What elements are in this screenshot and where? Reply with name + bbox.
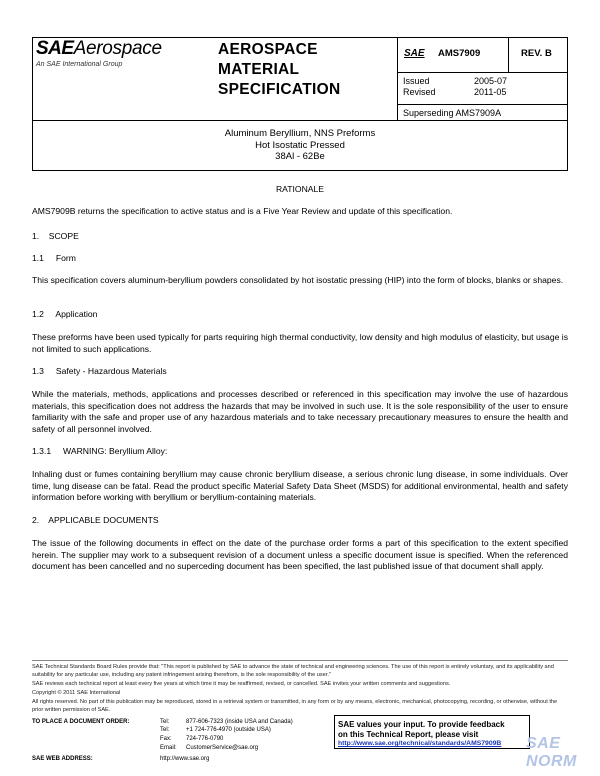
tel1-value: 877-606-7323 (inside USA and Canada) — [186, 719, 293, 725]
section-2-text: The issue of the following documents in effect on the date of the purchase order forms a part of this specification to the extent specified herein. The supplier may work to a subsequent revision of a document unless a specific document issue is specified. When the referenced document has been cancelled and no superceding document has been specified, the last published issue of that document shall apply. — [32, 538, 568, 571]
header-divider-horizontal-2 — [397, 104, 568, 105]
doc-type-line-1: AEROSPACE — [218, 41, 318, 58]
sae-mark: SAE — [404, 48, 425, 59]
revised-date: 2011-05 — [474, 87, 507, 97]
section-1-3-text: While the materials, methods, applications and processes described or referenced in this specification may involve the use of hazardous materials, this specification does not address the hazards that may be involved in such use. It is the sole responsibility of the user to ensure familiarity with the safe and proper use of any hazardous materials and to take necessary precautionary measures to ensure the health and safety of all personnel involved. — [32, 389, 568, 434]
footer-review: SAE reviews each technical report at least every five years at which time it may be reaffirmed, revised, or cancelled. SAE invites your written comments and suggestions. — [32, 681, 451, 687]
tel1-label: Tel: — [160, 719, 170, 725]
logo-aerospace: Aerospace — [73, 38, 162, 59]
header-divider-vertical — [397, 37, 398, 121]
doc-type-line-2: MATERIAL — [218, 61, 300, 78]
footer-rules: SAE Technical Standards Board Rules provide that: "This report is published by SAE to advance the state of technical and engineering sciences. The use of this report is entirely voluntary, and its applicability and suitability for any particular use, including any patent infringement arising therefrom, is the sole responsibility of the user." — [32, 664, 554, 678]
issued-date: 2005-07 — [474, 76, 508, 86]
section-1-2-text: These preforms have been used typically for parts requiring high thermal conductivity, low density and high modulus of elasticity, but usage is not limited to such applications. — [32, 332, 568, 354]
footer-rule — [32, 660, 568, 661]
rationale-text: AMS7909B returns the specification to active status and is a Five Year Review and update of this specification. — [32, 206, 453, 216]
feedback-line-1: SAE values your input. To provide feedback — [338, 720, 505, 729]
section-1-2-heading: 1.2 Application — [32, 309, 98, 319]
web-value[interactable]: http://www.sae.org — [160, 756, 210, 762]
sae-aerospace-logo — [36, 38, 162, 60]
footer-copyright: Copyright © 2011 SAE International — [32, 690, 121, 696]
rev-divider — [508, 37, 509, 73]
header-divider-horizontal-1 — [397, 72, 568, 73]
revision: REV. B — [521, 48, 552, 59]
logo-tagline: An SAE International Group — [36, 61, 123, 68]
feedback-link[interactable]: http://www.sae.org/technical/standards/AMS7909B — [338, 740, 502, 747]
web-label: SAE WEB ADDRESS: — [32, 756, 93, 762]
logo-sae: SAE — [36, 38, 74, 59]
email-label: Email: — [160, 745, 177, 751]
title-line-3: 38Al - 62Be — [275, 151, 325, 162]
issued-label: Issued — [403, 76, 430, 86]
title-box — [32, 121, 568, 171]
revised-label: Revised — [403, 87, 436, 97]
section-1-1-heading: 1.1 Form — [32, 253, 76, 263]
section-1-1-text: This specification covers aluminum-beryllium powders consolidated by hot isostatic pressing (HIP) into the form of blocks, blanks or shapes. — [32, 275, 564, 285]
doc-type-line-3: SPECIFICATION — [218, 81, 341, 98]
superseding: Superseding AMS7909A — [403, 108, 502, 118]
section-1-heading: 1. SCOPE — [32, 231, 79, 241]
section-1-3-1-text: Inhaling dust or fumes containing beryllium may cause chronic beryllium disease, a serious chronic lung disease, in some individuals. Over time, lung disease can be fatal. Read the product specific Material Safety Data Sheet (MSDS) for additional environmental, health and safety information before working with beryllium or beryllium-containing materials. — [32, 469, 568, 502]
footer-rights: All rights reserved. No part of this publication may be reproduced, stored in a retrieval system or transmitted, in any form or by any means, electronic, mechanical, photocopying, recording, or otherwise, without the prior written permission of SAE. — [32, 699, 558, 713]
tel2-value: +1 724-776-4970 (outside USA) — [186, 727, 271, 733]
section-1-3-1-heading: 1.3.1 WARNING: Beryllium Alloy: — [32, 446, 168, 456]
document-type — [218, 40, 340, 100]
feedback-box — [334, 715, 530, 749]
order-label: TO PLACE A DOCUMENT ORDER: — [32, 719, 130, 725]
tel2-label: Tel: — [160, 727, 170, 733]
fax-value: 724-776-0790 — [186, 736, 224, 742]
section-2-heading: 2. APPLICABLE DOCUMENTS — [32, 515, 159, 525]
rationale-heading: RATIONALE — [275, 184, 325, 194]
doc-number: AMS7909 — [438, 48, 481, 59]
section-1-3-heading: 1.3 Safety - Hazardous Materials — [32, 366, 167, 376]
email-value[interactable]: CustomerService@sae.org — [186, 745, 259, 751]
title-line-2: Hot Isostatic Pressed — [255, 139, 345, 151]
fax-label: Fax: — [160, 736, 172, 742]
title-line-1: Aluminum Beryllium, NNS Preforms — [224, 128, 376, 139]
feedback-line-2: on this Technical Report, please visit — [338, 729, 479, 739]
sae-norm-watermark: SAE NORM — [526, 735, 577, 770]
